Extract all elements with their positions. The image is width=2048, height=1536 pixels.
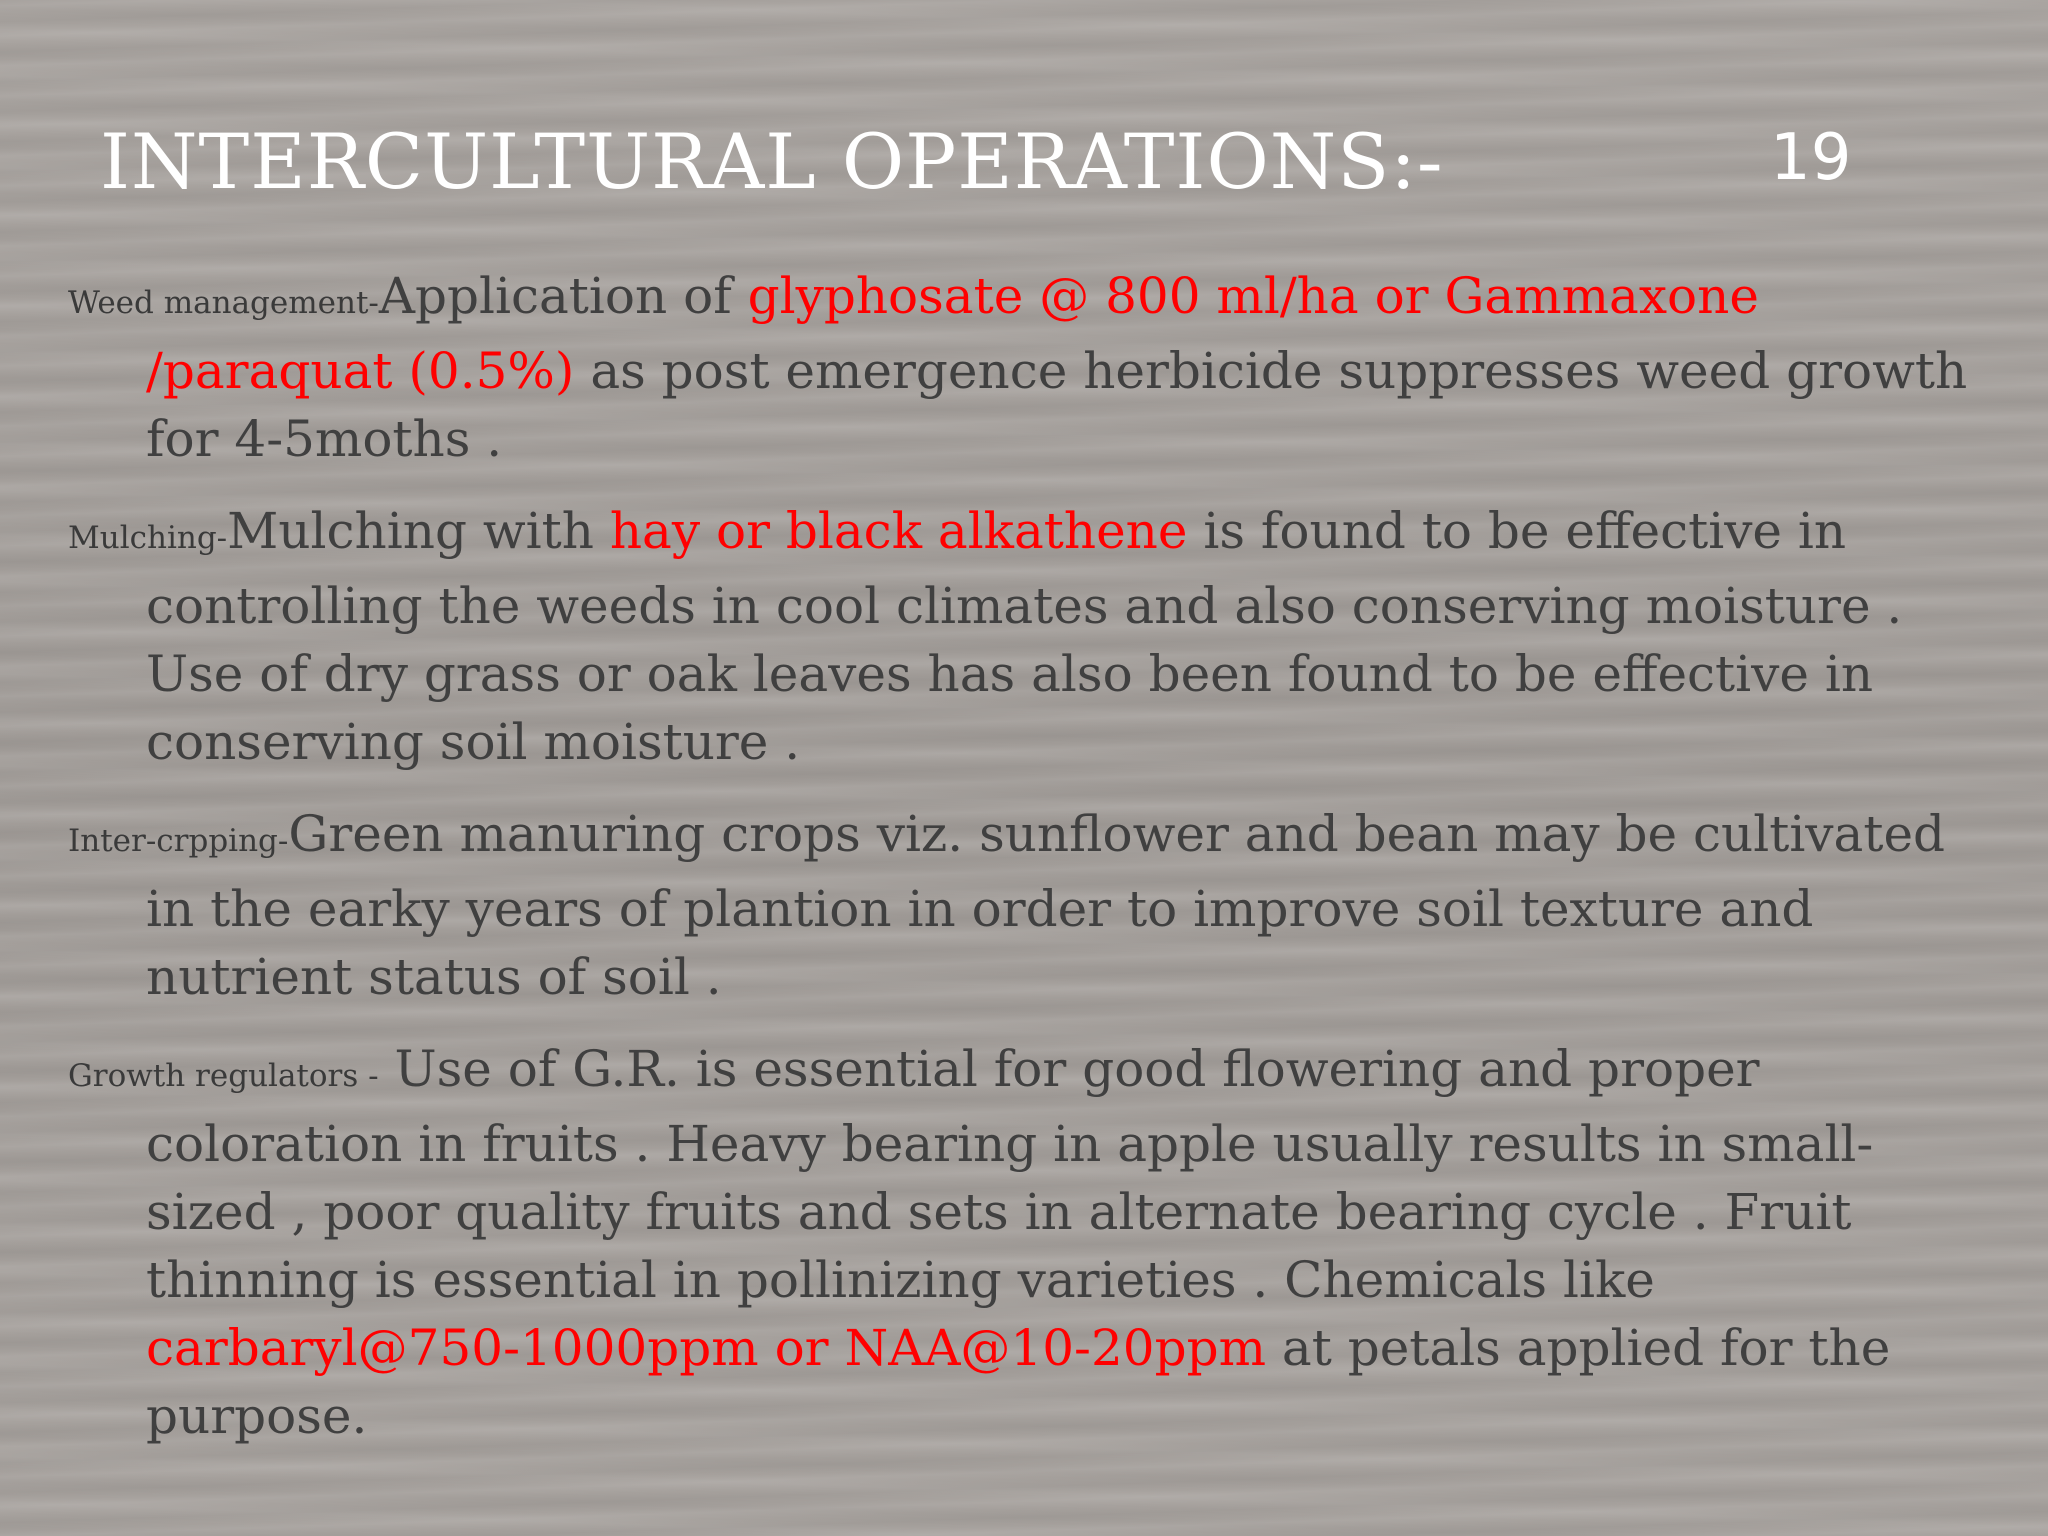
paragraph-growth-regulators bbox=[68, 1035, 1988, 1450]
page-number: 19 bbox=[1770, 121, 1852, 195]
paragraph-text: at petals applied for the purpose. bbox=[146, 1319, 1891, 1445]
paragraph-text: Application of bbox=[378, 267, 748, 325]
paragraph-weed-management bbox=[68, 262, 1988, 473]
slide-content bbox=[68, 262, 1988, 1474]
paragraph-text: is found to be effective in controlling the weeds in cool climates and also conserving moisture . Use of dry grass or oak leaves has also been found to be effective in conserving soil moisture . bbox=[146, 502, 1903, 771]
paragraph-text: Green manuring crops viz. sunflower and bean may be cultivated in the earky years of plantion in order to improve soil texture and nutrient status of soil . bbox=[146, 805, 1946, 1006]
paragraph-intercropping bbox=[68, 800, 1988, 1011]
highlight-text: carbaryl@750-1000ppm or NAA@10-20ppm bbox=[146, 1319, 1266, 1377]
lead-label-mulching: Mulching- bbox=[68, 520, 228, 556]
highlight-text: hay or black alkathene bbox=[609, 502, 1188, 560]
paragraph-text: Use of G.R. is essential for good flowering and proper coloration in fruits . Heavy bearing in apple usually results in small-sized , poor quality fruits and sets in alternate bearing cycle . Fruit thinning is essential in pollinizing varieties . Chemicals like bbox=[146, 1040, 1874, 1309]
highlight-text: glyphosate @ 800 ml/ha or Gammaxone /paraquat (0.5%) bbox=[146, 267, 1759, 400]
slide-title: INTERCULTURAL OPERATIONS:- bbox=[100, 117, 1444, 206]
paragraph-mulching bbox=[68, 497, 1988, 776]
lead-label-growth-regulators: Growth regulators - bbox=[68, 1058, 379, 1094]
paragraph-text: Mulching with bbox=[227, 502, 610, 560]
lead-label-intercropping: Inter-crpping- bbox=[68, 823, 289, 859]
lead-label-weed-management: Weed management- bbox=[68, 285, 379, 321]
paragraph-text: as post emergence herbicide suppresses weed growth for 4-5moths . bbox=[146, 342, 1968, 468]
